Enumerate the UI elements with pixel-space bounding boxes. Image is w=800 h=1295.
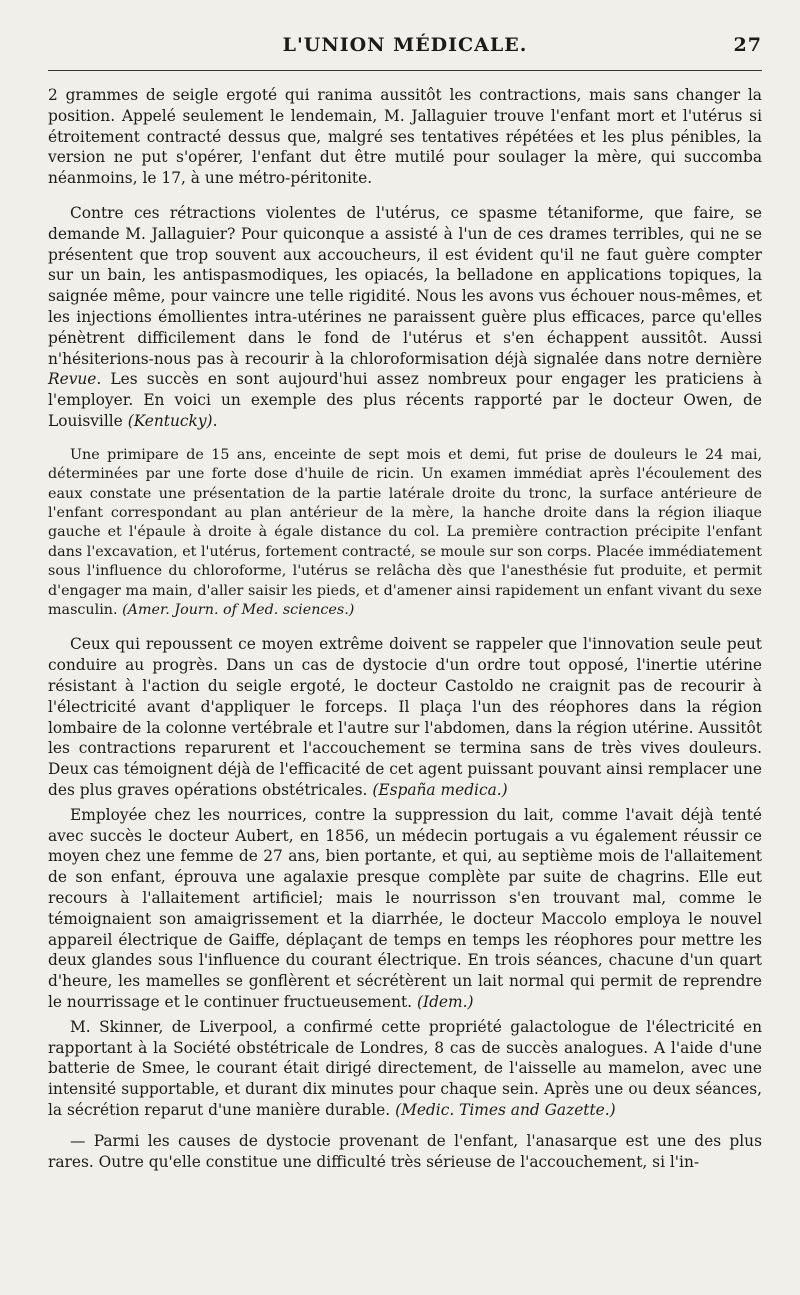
paragraph-7: — Parmi les causes de dystocie provenant de l'enfant, l'anasarque est une des plus rares. Outre qu'elle constitue une difficulté très sérieuse de l'accouchement, si l'in- [48,1131,762,1171]
paragraph-5: Employée chez les nourrices, contre la suppression du lait, comme l'avait déjà tenté avec succès le docteur Aubert, en 1856, un médecin portugais a vu également réussir ce moyen chez une femme de 27 ans, bien portante, et qui, au septième mois de l'allaitement de son enfant, éprouva une agalaxie presque complète par suite de chagrins. Elle eut recours à l'allaitement artificiel; mais le nourrisson s'en trouvant mal, comme le témoignaient son amaigrissement et la diarrhée, le docteur Maccolo employa le nouvel appareil électrique de Gaiffe, déplaçant de temps en temps les réophores pour mettre les deux glandes sous l'influence du courant électrique. En trois séances, chacune d'un quart d'heure, les mamelles se gonflèrent et sécrétèrent un lait normal qui permit de reprendre le nourrissage et le continuer fructueusement. (Idem.) [48,805,762,1011]
page-number: 27 [733,34,762,56]
journal-title: L'UNION MÉDICALE. [282,34,528,56]
header-rule [48,70,762,71]
revue-italic: Revue [48,370,97,389]
source-reference: (Medic. Times and Gazette.) [395,1100,616,1119]
paragraph-2: Contre ces rétractions violentes de l'utérus, ce spasme tétaniforme, que faire, se demande M. Jallaguier? Pour quiconque a assisté à l'un de ces drames terribles, qui ne se présentent que trop souvent aux accoucheurs, il est évident qu'il ne faut guère compter sur un bain, les antispasmodiques, les opiacés, la belladone en applications topiques, la saignée même, pour vaincre une telle rigidité. Nous les avons vus échouer nous-mêmes, et les injections émollientes intra-utérines ne paraissent guère plus efficaces, parce qu'elles pénètrent difficilement dans le fond de l'utérus et s'en échappent aussitôt. Aussi n'hésiterions-nous pas à recourir à la chloroformisation déjà signalée dans notre dernière Revue. Les succès en sont aujourd'hui assez nombreux pour engager les praticiens à l'employer. En voici un exemple des plus récents rapporté par le docteur Owen, de Louisville (Kentucky). [48,203,762,430]
case-report: Une primipare de 15 ans, enceinte de sept mois et demi, fut prise de douleurs le 24 mai, déterminées par une forte dose d'huile de ricin. Un examen immédiat après l'écoulement des eaux constate une présentation de la partie latérale droite du tronc, la surface antérieure de l'enfant correspondant au plan antérieur de la mère, la hanche droite dans la région iliaque gauche et l'épaule à droite à égale distance du col. La première contraction précipite l'enfant dans l'excavation, et l'utérus, fortement contracté, se moule sur son corps. Placée immédiatement sous l'influence du chloroforme, l'utérus se relâcha dès que l'anesthésie fut produite, et permit d'engager ma main, d'aller saisir les pieds, et d'amener ainsi rapidement un enfant vivant du sexe masculin. (Amer. Journ. of Med. sciences.) [48,446,762,618]
source-reference: (España medica.) [372,780,508,799]
paragraph-6: M. Skinner, de Liverpool, a confirmé cette propriété galactologue de l'électricité en rapportant à la Société obstétricale de Londres, 8 cas de succès analogues. A l'aide d'une batterie de Smee, le courant était dirigé directement, de l'aisselle au mamelon, avec une intensité supportable, et durant dix minutes pour chaque sein. Après une ou deux séances, la sécrétion reparut d'une manière durable. (Medic. Times and Gazette.) [48,1017,762,1119]
source-reference: (Kentucky) [127,411,213,430]
source-reference: (Idem.) [416,992,474,1011]
page-header [48,34,762,64]
source-reference: (Amer. Journ. of Med. sciences.) [122,602,355,618]
paragraph-4: Ceux qui repoussent ce moyen extrême doivent se rappeler que l'innovation seule peut conduire au progrès. Dans un cas de dystocie d'un ordre tout opposé, l'inertie utérine résistant à l'action du seigle ergoté, le docteur Castoldo ne craignit pas de recourir à l'électricité avant d'appliquer le forceps. Il plaça l'un des réophores dans la région lombaire de la colonne vertébrale et l'autre sur l'abdomen, dans la région utérine. Aussitôt les contractions reparurent et l'accouchement se termina sans de très vives douleurs. Deux cas témoignent déjà de l'efficacité de cet agent puissant pouvant ainsi remplacer une des plus graves opérations obstétricales. (España medica.) [48,635,762,799]
paragraph-1: 2 grammes de seigle ergoté qui ranima aussitôt les contractions, mais sans changer la position. Appelé seulement le lendemain, M. Jallaguier trouve l'enfant mort et l'utérus si étroitement contracté dessus que, malgré ses tentatives répétées et les plus pénibles, la version ne put s'opérer, l'enfant dut être mutilé pour soulager la mère, qui succomba néanmoins, le 17, à une métro-péritonite. [48,86,762,188]
